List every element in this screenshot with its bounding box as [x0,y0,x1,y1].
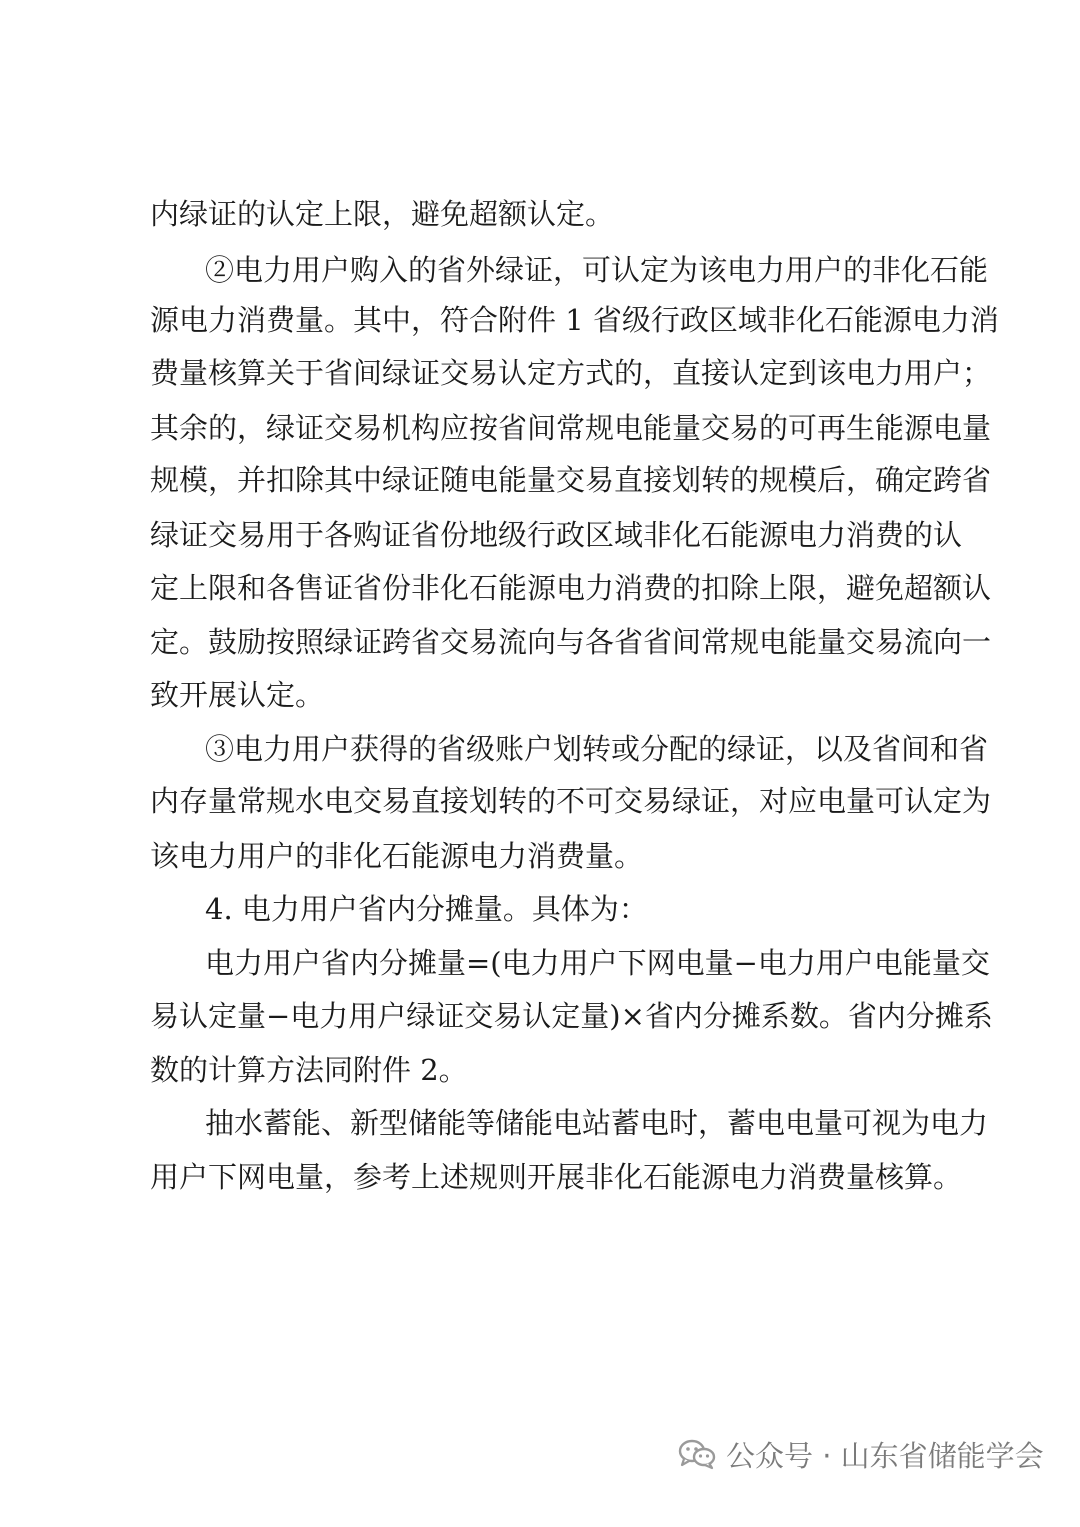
paragraph-line: ②电力用户购入的省外绿证，可认定为该电力用户的非化石能 [205,253,989,287]
paragraph-line: 用户下网电量，参考上述规则开展非化石能源电力消费量核算。 [150,1160,963,1194]
paragraph-line: 绿证交易用于各购证省份地级行政区域非化石能源电力消费的认 [150,518,963,552]
paragraph-line: 费量核算关于省间绿证交易认定方式的，直接认定到该电力用户； [150,356,992,390]
paragraph-line: 规模，并扣除其中绿证随电能量交易直接划转的规模后，确定跨省 [150,463,992,497]
paragraph-line: 其余的，绿证交易机构应按省间常规电能量交易的可再生能源电量 [150,411,992,445]
paragraph-line: ③电力用户获得的省级账户划转或分配的绿证，以及省间和省 [205,732,989,766]
paragraph-line: 该电力用户的非化石能源电力消费量。 [150,839,644,873]
paragraph-line: 内存量常规水电交易直接划转的不可交易绿证，对应电量可认定为 [150,784,992,818]
wechat-icon [678,1438,716,1470]
paragraph-line: 数的计算方法同附件 2。 [150,1053,468,1087]
paragraph-line: 电力用户省内分摊量=(电力用户下网电量−电力用户电能量交 [205,946,990,980]
paragraph-line: 致开展认定。 [150,678,325,712]
paragraph-line: 易认定量−电力用户绿证交易认定量)×省内分摊系数。省内分摊系 [150,999,993,1033]
paragraph-line: 内绿证的认定上限，避免超额认定。 [150,197,615,231]
watermark [678,1432,1044,1476]
paragraph-line: 定。鼓励按照绿证跨省交易流向与各省省间常规电能量交易流向一 [150,625,992,659]
section-heading: 4. 电力用户省内分摊量。具体为： [205,892,648,926]
watermark-text: 公众号 · 山东省储能学会 [726,1438,1044,1473]
paragraph-line: 源电力消费量。其中，符合附件 1 省级行政区域非化石能源电力消 [150,303,999,337]
paragraph-line: 抽水蓄能、新型储能等储能电站蓄电时，蓄电电量可视为电力 [205,1106,989,1140]
paragraph-line: 定上限和各售证省份非化石能源电力消费的扣除上限，避免超额认 [150,571,992,605]
